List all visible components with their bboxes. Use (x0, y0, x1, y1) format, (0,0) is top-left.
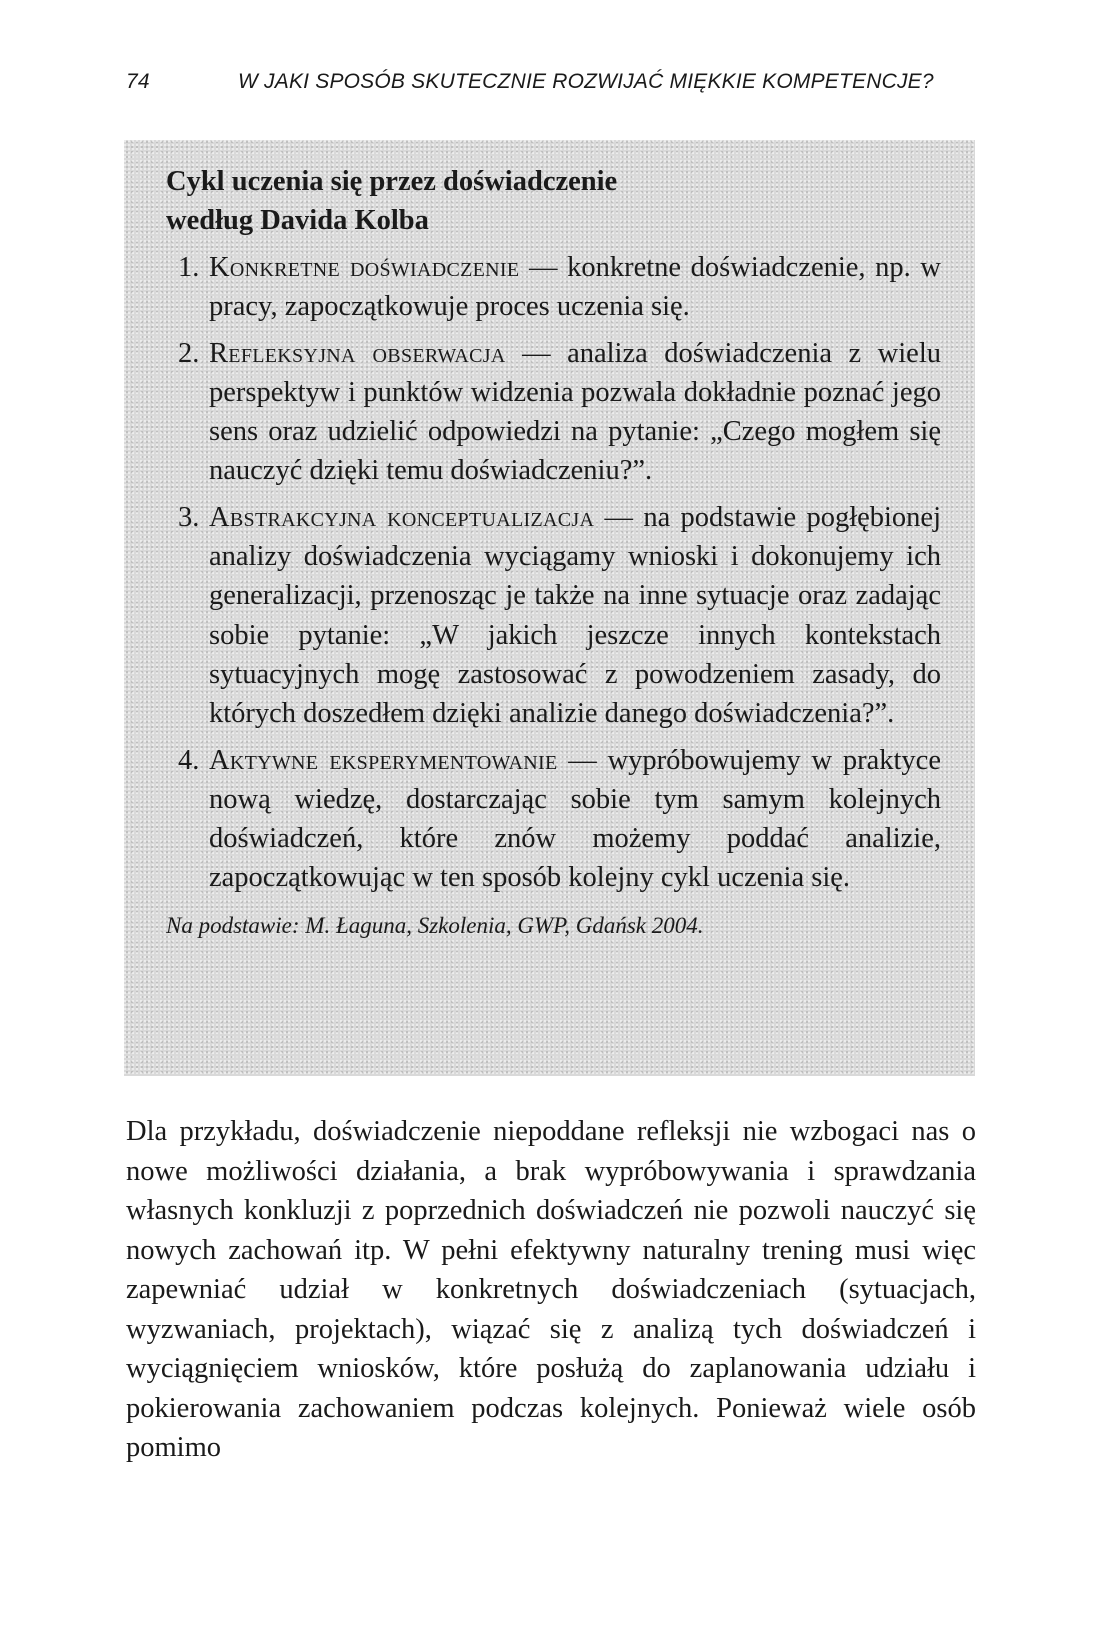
cycle-step-3 (166, 498, 941, 734)
running-title: W JAKI SPOSÓB SKUTECZNIE ROZWIJAĆ MIĘKKIE KOMPETENCJE? (238, 70, 934, 93)
body-text (126, 1112, 976, 1468)
box-title-line-2: według Davida Kolba (166, 205, 429, 236)
step-number: 3. (178, 501, 200, 533)
box-title (166, 162, 941, 240)
running-header (126, 70, 976, 100)
step-number: 4. (178, 744, 200, 776)
sidebar-box-kolb-cycle (124, 140, 975, 1076)
step-term: Refleksyjna obserwacja (209, 337, 506, 369)
cycle-step-2 (166, 334, 941, 491)
step-term: Aktywne eksperymentowanie (209, 744, 558, 776)
body-paragraph: Dla przykładu, doświadczenie niepoddane refleksji nie wzbogaci nas o nowe możliwości działania, a brak wypróbowywania i sprawdzania własnych konkluzji z poprzednich doświadczeń nie pozwoli nauczyć się nowych zachowań itp. W pełni efektywny naturalny trening musi więc zapewniać udział w konkretnych doświadczeniach (sytuacjach, wyzwaniach, projektach), wiązać się z analizą tych doświadczeń i wyciągnięciem wniosków, które posłużą do zaplanowania udziału i pokierowania zachowaniem podczas kolejnych. Ponieważ wiele osób pomimo (126, 1116, 976, 1463)
cycle-steps-list (166, 248, 941, 898)
step-number: 2. (178, 337, 200, 369)
step-description: — wypróbowujemy w praktyce nową wiedzę, dostarczając sobie tym samym kolejnych doświadczeń, które znów możemy poddać analizie, zapoczątkowując w ten sposób kolejny cykl uczenia się. (209, 744, 941, 894)
source-citation: Na podstawie: M. Łaguna, Szkolenia, GWP, Gdańsk 2004. (166, 912, 704, 938)
step-description: — analiza doświadczenia z wielu perspektyw i punktów widzenia pozwala dokładnie poznać jego sens oraz udzielić odpowiedzi na pytanie: „Czego mogłem się nauczyć dzięki temu doświadczeniu?”. (209, 337, 941, 487)
cycle-step-1 (166, 248, 941, 327)
box-title-line-1: Cykl uczenia się przez doświadczenie (166, 166, 618, 197)
step-number: 1. (178, 252, 200, 283)
page-number: 74 (126, 70, 150, 93)
cycle-step-4 (166, 741, 941, 898)
step-description: — na podstawie pogłębionej analizy doświadczenia wyciągamy wnioski i dokonujemy ich generalizacji, przenosząc je także na inne sytuacje oraz zadając sobie pytanie: „W jakich jeszcze innych kontekstach sytuacyjnych mogę zastosować z powodzeniem zasady, do których doszedłem dzięki analizie danego doświadczenia?”. (209, 501, 941, 730)
step-term: Abstrakcyjna konceptualizacja (209, 501, 595, 533)
step-description: — konkretne doświadczenie, np. w pracy, zapoczątkowuje proces uczenia się. (209, 252, 941, 323)
step-term: Konkretne doświadczenie (209, 252, 520, 283)
